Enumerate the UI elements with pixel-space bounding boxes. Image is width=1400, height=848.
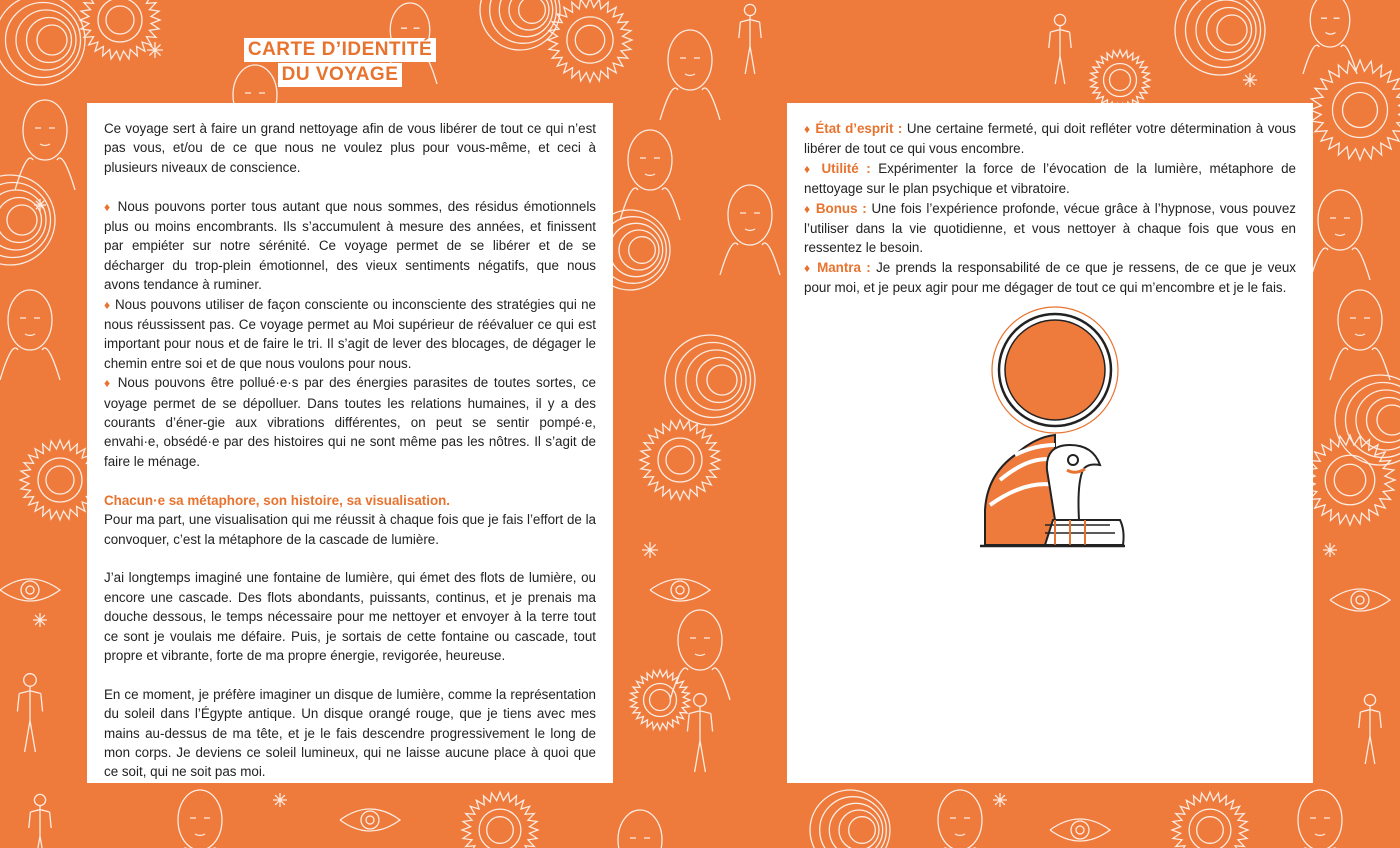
state-of-mind-item — [804, 119, 1296, 159]
bullet-paragraph-1 — [104, 197, 596, 295]
mantra-text: Je prends la responsabilité de ce que je ressens, de ce que je veux pour moi, et je peux agir pour me dégager de tout ce qui m’encombre et je le fais. — [804, 259, 1296, 296]
mantra-label: Mantra : — [817, 259, 871, 275]
bonus-item — [804, 199, 1296, 258]
utility-text: Expérimenter la force de l’évocation de la lumière, métaphore de nettoyage sur le plan psychique et vibratoire. — [804, 160, 1296, 197]
diamond-bullet-icon: ♦ — [104, 376, 113, 391]
intro-paragraph: Ce voyage sert à faire un grand nettoyage afin de vous libérer de tout ce qui n’est pas vous, et/ou de ce que nous ne voulez plus pour vous-même, et ceci à plusieurs niveaux de conscience. — [104, 121, 596, 175]
bonus-text: Une fois l’expérience profonde, vécue grâce à l’hypnose, vous pouvez l’utiliser dans la vie quotidienne, et vous nettoyer à chaque fois que vous en ressentez le besoin. — [804, 200, 1296, 256]
metaphor-subheading: Chacun·e sa métaphore, son histoire, sa visualisation. — [104, 492, 451, 508]
bullet-text-2: Nous pouvons utiliser de façon consciente ou inconsciente des stratégies qui ne nous réussissent pas. Ce voyage permet au Moi supérieur de réévaluer ce qui est important pour nous et de faire le tri. Il s’agit de lever des blocages, de dégager le chemin entre soi et de que nous voulons pour nous. — [104, 296, 596, 371]
state-of-mind-text: Une certaine fermeté, qui doit refléter votre détermination à vous libérer de tout ce qui vous encombre. — [804, 121, 1296, 157]
sun-disc-paragraph: En ce moment, je préfère imaginer un disque de lumière, comme la représentation du soleil dans l’Égypte antique. Un disque orangé rouge, que je tiens avec mes mains au-dessus de ma tête, et je le fais descendre progressivement le long de mon corps. Je deviens ce soleil lumineux, qui ne laisse aucune place à quoi que ce soit, qui ne soit pas moi. — [104, 686, 596, 780]
bullet-text-3: Nous pouvons être pollué·e·s par des énergies parasites de toutes sortes, ce voyage permet de se dépolluer. Dans toutes les relations humaines, il y a des courants d’éner-gie aux vibrations différentes, on peut se sentir pompé·e, envahi·e, obsédé·e par des histoires qui ne sont même pas les nôtres. Il s’agit de faire le ménage. — [104, 375, 596, 469]
bonus-label: Bonus : — [815, 200, 867, 216]
page-title — [240, 38, 440, 88]
title-line-1: CARTE D’IDENTITÉ — [244, 38, 436, 62]
bullet-paragraph-2 — [104, 295, 596, 374]
diamond-bullet-icon: ♦ — [804, 122, 811, 136]
bullet-text-1: Nous pouvons porter tous autant que nous sommes, des résidus émotionnels plus ou moins encombrants. Ils s’accumulent à mesure des années, et finissent par empiéter sur notre sérénité. Ce voyage permet de se libérer et de se décharger du trop-plein émotionnel, des vieux sentiments négatifs, que nous avons tendance à ruminer. — [104, 198, 596, 293]
utility-label: Utilité : — [821, 160, 871, 176]
diamond-bullet-icon: ♦ — [804, 260, 812, 275]
diamond-bullet-icon: ♦ — [804, 201, 812, 216]
diamond-bullet-icon: ♦ — [104, 199, 113, 214]
diamond-bullet-icon: ♦ — [104, 297, 111, 312]
fountain-paragraph: J’ai longtemps imaginé une fontaine de lumière, qui émet des flots de lumière, ou encore une cascade. Des flots abondants, puissants, continus, et je prenais ma douche dessous, le temps nécessaire pour me nettoyer et envoyer à la terre tout ce sont je voulais me défaire. Puis, je sortais de cette fontaine ou cascade, tout propre et vibrante, forte de ma propre énergie, revigorée, heureuse. — [104, 570, 596, 663]
bullet-paragraph-3 — [104, 373, 596, 471]
mantra-item — [804, 258, 1296, 298]
state-of-mind-label: État d’esprit : — [815, 121, 903, 136]
utility-item — [804, 159, 1296, 199]
title-line-2: DU VOYAGE — [278, 63, 403, 87]
diamond-bullet-icon: ♦ — [804, 161, 814, 176]
cascade-paragraph: Pour ma part, une visualisation qui me réussit à chaque fois que je fais l’effort de la convoquer, c’est la métaphore de la cascade de lumière. — [104, 512, 596, 547]
left-text-card — [87, 103, 613, 783]
horus-sun-disc-icon — [975, 305, 1135, 555]
